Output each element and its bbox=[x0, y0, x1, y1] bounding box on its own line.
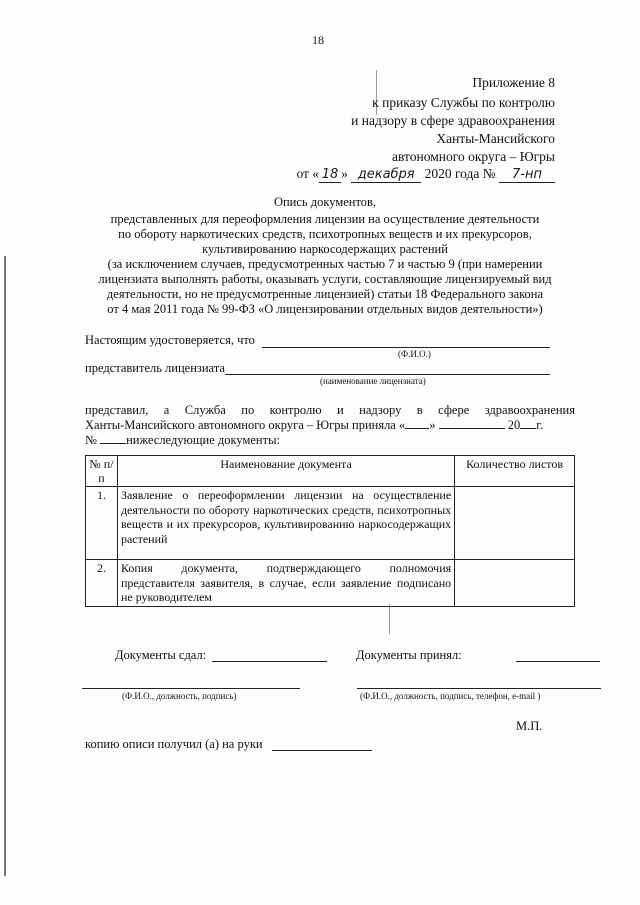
table-row bbox=[86, 560, 575, 607]
document-title: Опись документов, bbox=[273, 195, 377, 209]
table-row bbox=[86, 487, 575, 560]
presented-line-2 bbox=[85, 418, 543, 433]
row-number: 1. bbox=[86, 487, 118, 560]
page-number: 18 bbox=[312, 33, 324, 47]
presented-line-3 bbox=[85, 433, 280, 448]
fio-blank-line bbox=[262, 347, 550, 348]
presented-line-3-text: нижеследующие документы: bbox=[126, 433, 280, 447]
header-number: № п/п bbox=[86, 456, 118, 487]
handed-over-blank-line bbox=[212, 661, 327, 662]
heading-line: представленных для переоформления лицензии на осуществление деятельности bbox=[110, 212, 540, 226]
row-document-name: Заявление о переоформлении лицензии на осуществление деятельности по обороту наркотических средств, психотропных веществ и их прекурсоров, культивированию наркосодержащих растений bbox=[117, 487, 454, 560]
certify-text: Настоящим удостоверяется, что bbox=[85, 333, 255, 347]
licensee-blank-line bbox=[225, 374, 550, 375]
scan-edge-line bbox=[4, 256, 6, 876]
month-blank bbox=[439, 428, 505, 429]
presented-line-2-text: Ханты-Мансийского автономного округа – Югры приняла « bbox=[85, 418, 406, 432]
appendix-line: Ханты-Мансийского bbox=[436, 131, 555, 146]
documents-table bbox=[85, 455, 575, 607]
heading-line: (за исключением случаев, предусмотренных частью 7 и частью 9 (при намерении bbox=[107, 257, 543, 271]
heading-line: лицензиата выполнять работы, оказывать услуги, составляющие лицензируемый вид bbox=[98, 272, 552, 286]
received-caption: (Ф.И.О., должность, подпись, телефон, e-mail ) bbox=[360, 691, 541, 701]
received-blank-line bbox=[516, 661, 600, 662]
presented-line-1: представил, а Служба по контролю и надзору в сфере здравоохранения bbox=[85, 403, 575, 417]
received-signature-line bbox=[357, 688, 601, 689]
row-number: 2. bbox=[86, 560, 118, 607]
handed-over-label: Документы сдал: bbox=[115, 648, 207, 662]
header-sheet-count: Количество листов bbox=[455, 456, 575, 487]
handed-caption: (Ф.И.О., должность, подпись) bbox=[122, 691, 237, 701]
date-month-handwritten: декабря bbox=[351, 167, 421, 183]
appendix-line: и надзору в сфере здравоохранения bbox=[351, 113, 555, 128]
date-separator: » bbox=[341, 166, 348, 181]
heading-line: деятельности, но не предусмотренные лицензией) статьи 18 Федерального закона bbox=[106, 287, 544, 301]
order-date-row bbox=[296, 166, 555, 183]
fio-caption: (Ф.И.О.) bbox=[398, 349, 431, 359]
copy-received-blank-line bbox=[272, 750, 372, 751]
row-document-name: Копия документа, подтверждающего полномочия представителя заявителя, в случае, если заявление подписано не руководителем bbox=[117, 560, 454, 607]
appendix-title: Приложение 8 bbox=[472, 75, 555, 90]
scan-fold-line bbox=[389, 604, 390, 634]
handed-signature-line bbox=[82, 688, 300, 689]
appendix-line: автономного округа – Югры bbox=[392, 149, 555, 164]
received-label: Документы принял: bbox=[356, 648, 462, 662]
heading-line: по обороту наркотических средств, психотропных веществ и их прекурсоров, bbox=[118, 227, 532, 241]
date-day-handwritten: 18 bbox=[319, 167, 341, 183]
date-year: 2020 года № bbox=[424, 166, 496, 181]
table-header-row bbox=[86, 456, 575, 487]
stamp-place: М.П. bbox=[516, 719, 543, 733]
heading-line: от 4 мая 2011 года № 99-ФЗ «О лицензировании отдельных видов деятельности») bbox=[107, 302, 543, 316]
number-sign: № bbox=[85, 433, 97, 447]
year-suffix: г. bbox=[536, 418, 544, 432]
licensee-caption: (наименование лицензиата) bbox=[320, 376, 426, 386]
quote-close: » bbox=[429, 418, 436, 432]
year-blank bbox=[520, 428, 536, 429]
year-prefix: 20 bbox=[507, 418, 521, 432]
header-document-name: Наименование документа bbox=[117, 456, 454, 487]
appendix-line: к приказу Службы по контролю bbox=[372, 95, 555, 110]
representative-text: представитель лицензиата bbox=[85, 361, 225, 375]
row-sheet-count[interactable] bbox=[455, 560, 575, 607]
heading-line: культивированию наркосодержащих растений bbox=[202, 242, 448, 256]
number-blank bbox=[100, 443, 126, 444]
order-number-handwritten: 7-нп bbox=[499, 167, 555, 183]
row-sheet-count[interactable] bbox=[455, 487, 575, 560]
day-blank bbox=[405, 428, 429, 429]
date-prefix: от « bbox=[296, 166, 320, 181]
copy-received-text: копию описи получил (а) на руки bbox=[85, 737, 263, 751]
